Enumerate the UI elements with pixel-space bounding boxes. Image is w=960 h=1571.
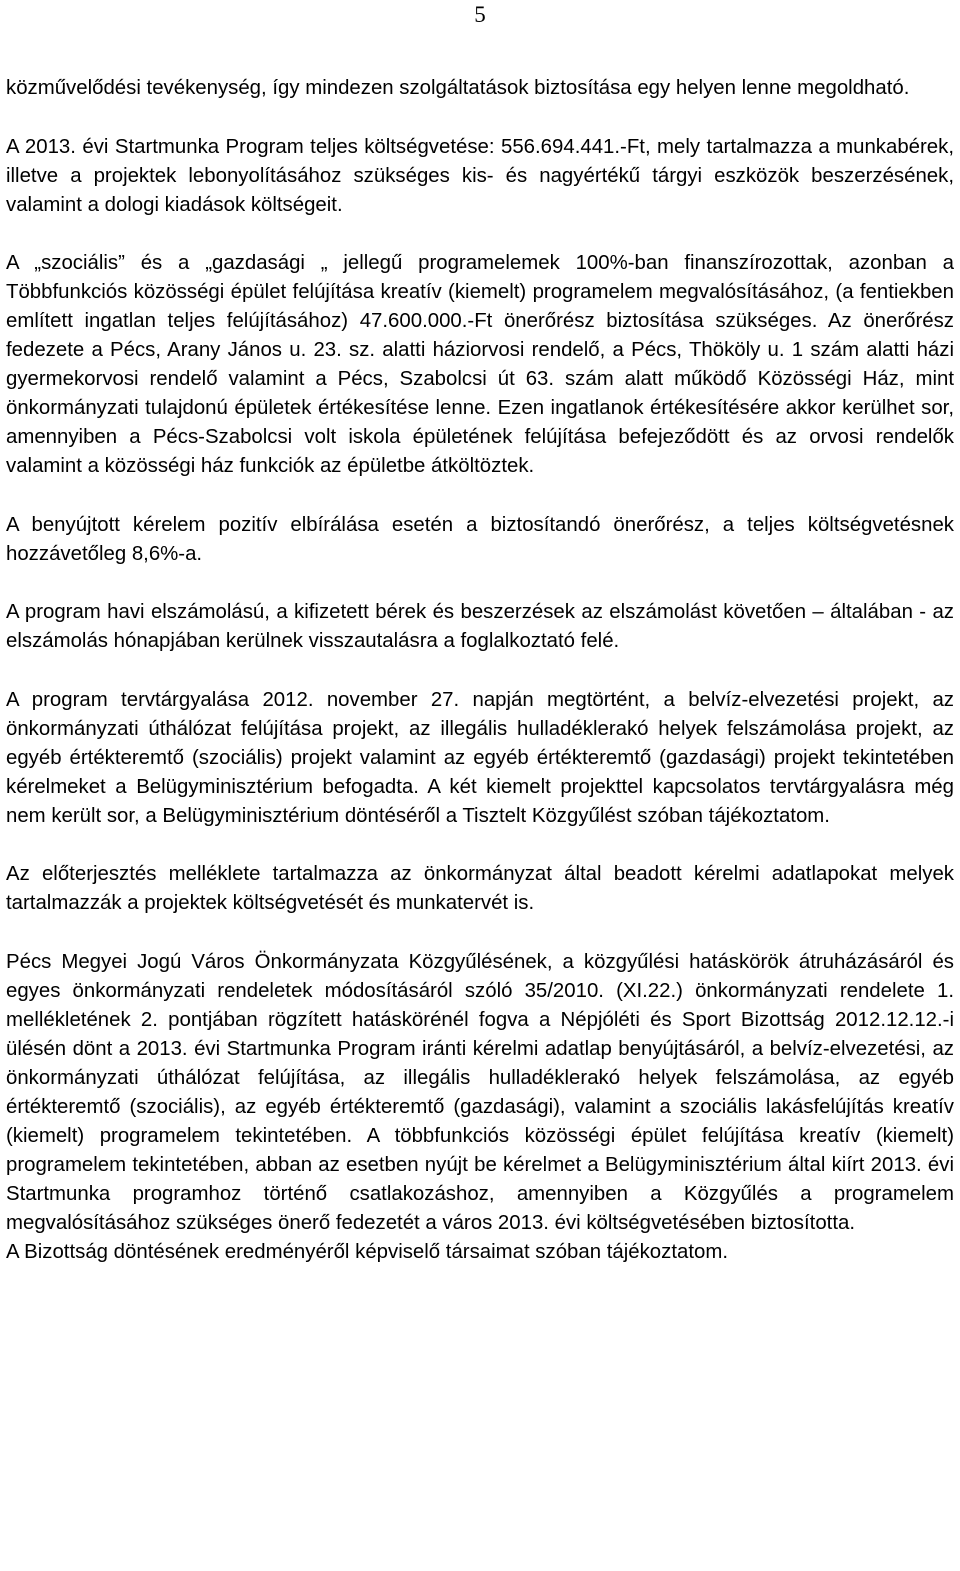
paragraph-budget: A 2013. évi Startmunka Program teljes költségvetése: 556.694.441.-Ft, mely tartalmazza a munkabérek, illetve a projektek lebonyolításához szükséges kis- és nagyértékű tárgyi eszközök beszerzésének, valamint a dologi kiadások költségeit. <box>6 135 954 216</box>
paragraph-attachment: Az előterjesztés melléklete tartalmazza az önkormányzat által beadott kérelmi adatlapokat melyek tartalmazzák a projektek költségvetését és munkatervét is. <box>6 863 954 914</box>
paragraph-decision-authority: Pécs Megyei Jogú Város Önkormányzata Közgyűlésének, a közgyűlési hatáskörök átruházásáról és egyes önkormányzati rendeletek módosításáról szóló 35/2010. (XI.22.) önkormányzati rendelete 1. mellékletének 2. pontjában rögzített hatáskörénél fogva a Népjóléti és Sport Bizottság 2012.12.12.-i ülésén dönt a 2013. évi Startmunka Program iránti kérelmi adatlap benyújtásáról, a belvíz-elvezetési, az önkormányzati úthálózat felújítása, az illegális hulladéklerakó helyek felszámolása, az egyéb értékteremtő (szociális), az egyéb értékteremtő (gazdasági), valamint a szociális lakásfelújítás kreatív (kiemelt) programelem tekintetében. A többfunkciós közösségi épület felújítása kreatív (kiemelt) programelem tekintetében, abban az esetben nyújt be kérelmet a Belügyminisztérium által kiírt 2013. évi Startmunka programhoz történő csatlakozáshoz, amennyiben a Közgyűlés a programelem megvalósításához szükséges önerő fedezetét a város 2013. évi költségvetésében biztosította. <box>6 950 954 1234</box>
paragraph-settlement: A program havi elszámolású, a kifizetett bérek és beszerzések az elszámolást követően – általában - az elszámolás hónapjában kerülnek visszautalásra a foglalkoztató felé. <box>6 601 954 652</box>
document-body <box>6 74 954 1267</box>
paragraph-own-contribution: A benyújtott kérelem pozitív elbírálása esetén a biztosítandó önerőrész, a teljes költségvetésnek hozzávetőleg 8,6%-a. <box>6 513 954 565</box>
paragraph-financing: A „szociális” és a „gazdasági „ jellegű programelemek 100%-ban finanszírozottak, azonban a Többfunkciós közösségi épület felújítása kreatív (kiemelt) programelem megvalósításához, (a fentiekben említett ingatlan teljes felújításához) 47.600.000.-Ft önerőrész biztosítása szükséges. Az önerőrész fedezete a Pécs, Arany János u. 23. sz. alatti háziorvosi rendelő, a Pécs, Thököly u. 1 szám alatti házi gyermekorvosi rendelő valamint a Pécs, Szabolcsi út 63. szám alatt működő Közösségi Ház, mint önkormányzati tulajdonú épületek értékesítése lenne. Ezen ingatlanok értékesítésére akkor kerülhet sor, amennyiben a Pécs-Szabolcsi volt iskola épületének felújítása befejeződött és az orvosi rendelők valamint a közösségi ház funkciók az épületbe átköltöztek. <box>6 252 954 477</box>
paragraph-closing: A Bizottság döntésének eredményéről képviselő társaimat szóban tájékoztatom. <box>6 1240 728 1263</box>
paragraph-negotiation: A program tervtárgyalása 2012. november 27. napján megtörtént, a belvíz-elvezetési projekt, az önkormányzati úthálózat felújítása projekt, az illegális hulladéklerakó helyek felszámolása projekt, az egyéb értékteremtő (szociális) projekt valamint az egyéb értékteremtő (gazdasági) projekt tekintetében kérelmeket a Belügyminisztérium befogadta. A két kiemelt projekttel kapcsolatos tervtárgyalásra még nem került sor, a Belügyminisztérium döntéséről a Tisztelt Közgyűlést szóban tájékoztatom. <box>6 688 954 827</box>
page-number: 5 <box>474 2 486 27</box>
paragraph-intro-continuation: közművelődési tevékenység, így mindezen szolgáltatások biztosítása egy helyen lenne megoldható. <box>6 77 910 99</box>
